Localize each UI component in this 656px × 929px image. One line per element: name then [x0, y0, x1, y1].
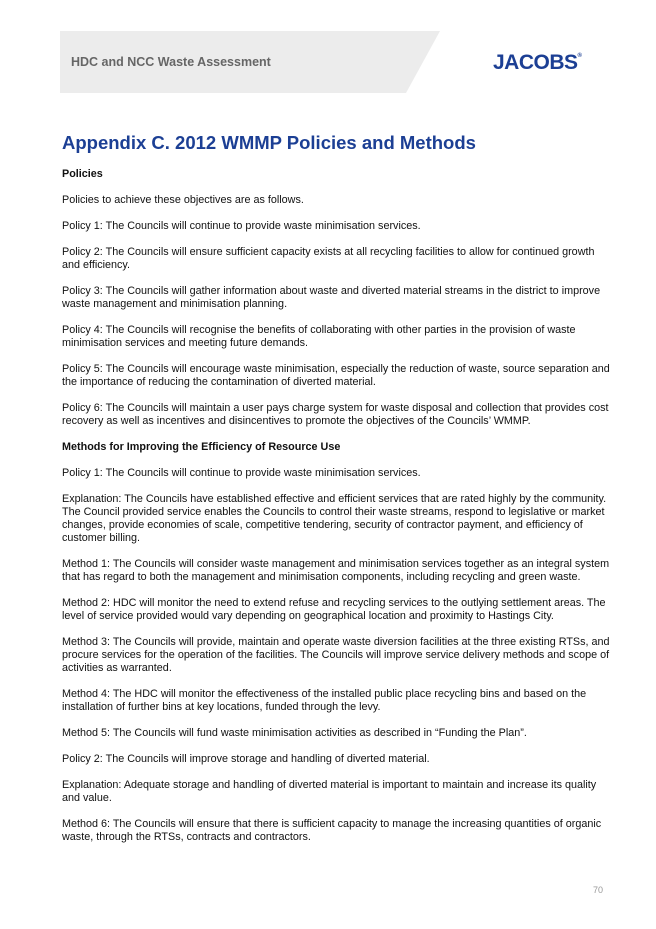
paragraph: Policy 2: The Councils will ensure sufficient capacity exists at all recycling facilities to allow for continued growth and efficiency.	[62, 246, 595, 271]
section-heading: Methods for Improving the Efficiency of Resource Use	[62, 441, 341, 453]
header-title: HDC and NCC Waste Assessment	[71, 55, 271, 69]
paragraph: Policy 5: The Councils will encourage waste minimisation, especially the reduction of waste, source separation and the importance of reducing the contamination of diverted material.	[62, 363, 610, 388]
paragraph: Policy 4: The Councils will recognise the benefits of collaborating with other parties in the provision of waste minimisation services and meeting future demands.	[62, 324, 576, 349]
paragraph: Method 3: The Councils will provide, maintain and operate waste diversion facilities at the three existing RTSs, and procure services for the operation of the facilities. The Councils will improve service delivery methods and scope of activities as warranted.	[62, 636, 610, 674]
paragraph: Method 4: The HDC will monitor the effectiveness of the installed public place recycling bins and based on the installation of further bins at key locations, funded through the levy.	[62, 688, 587, 713]
paragraph: Policy 6: The Councils will maintain a user pays charge system for waste disposal and collection that provides cost recovery as well as incentives and disincentives to promote the objectives of the Councils’ WMMP.	[62, 402, 609, 427]
paragraph: Policy 1: The Councils will continue to provide waste minimisation services.	[62, 467, 421, 479]
paragraph: Explanation: The Councils have established effective and efficient services that are rated highly by the community. The Council provided service enables the Councils to control their waste streams, respond to legislative or market changes, provide economies of scale, competitive tendering, security of contractor payment, and efficiency of customer billing.	[62, 493, 607, 544]
paragraph: Method 1: The Councils will consider waste management and minimisation services together as an integral system that has regard to both the management and minimisation components, including recycling and green waste.	[62, 558, 610, 583]
jacobs-logo	[493, 51, 582, 75]
document-body	[62, 132, 610, 857]
paragraph: Policy 1: The Councils will continue to provide waste minimisation services.	[62, 220, 421, 232]
paragraph: Explanation: Adequate storage and handling of diverted material is important to maintain and increase its quality and value.	[62, 779, 597, 804]
logo-registered-mark: ®	[577, 53, 582, 59]
section-heading: Policies	[62, 168, 103, 180]
paragraph: Policy 3: The Councils will gather information about waste and diverted material streams in the district to improve waste management and minimisation planning.	[62, 285, 601, 310]
page-title: Appendix C. 2012 WMMP Policies and Methods	[62, 132, 476, 153]
paragraph: Method 2: HDC will monitor the need to extend refuse and recycling services to the outlying settlement areas. The level of service provided would vary depending on geographical location and proximity to Hastings City.	[62, 597, 606, 622]
page-number: 70	[593, 885, 604, 895]
paragraph: Method 6: The Councils will ensure that there is sufficient capacity to manage the increasing quantities of organic waste, through the RTSs, contracts and contractors.	[62, 818, 602, 843]
paragraph: Policy 2: The Councils will improve storage and handling of diverted material.	[62, 753, 430, 765]
paragraph: Method 5: The Councils will fund waste minimisation activities as described in “Funding the Plan”.	[62, 727, 527, 739]
paragraph: Policies to achieve these objectives are as follows.	[62, 194, 304, 206]
content-blocks	[62, 168, 610, 844]
logo-text: JACOBS	[493, 51, 578, 74]
